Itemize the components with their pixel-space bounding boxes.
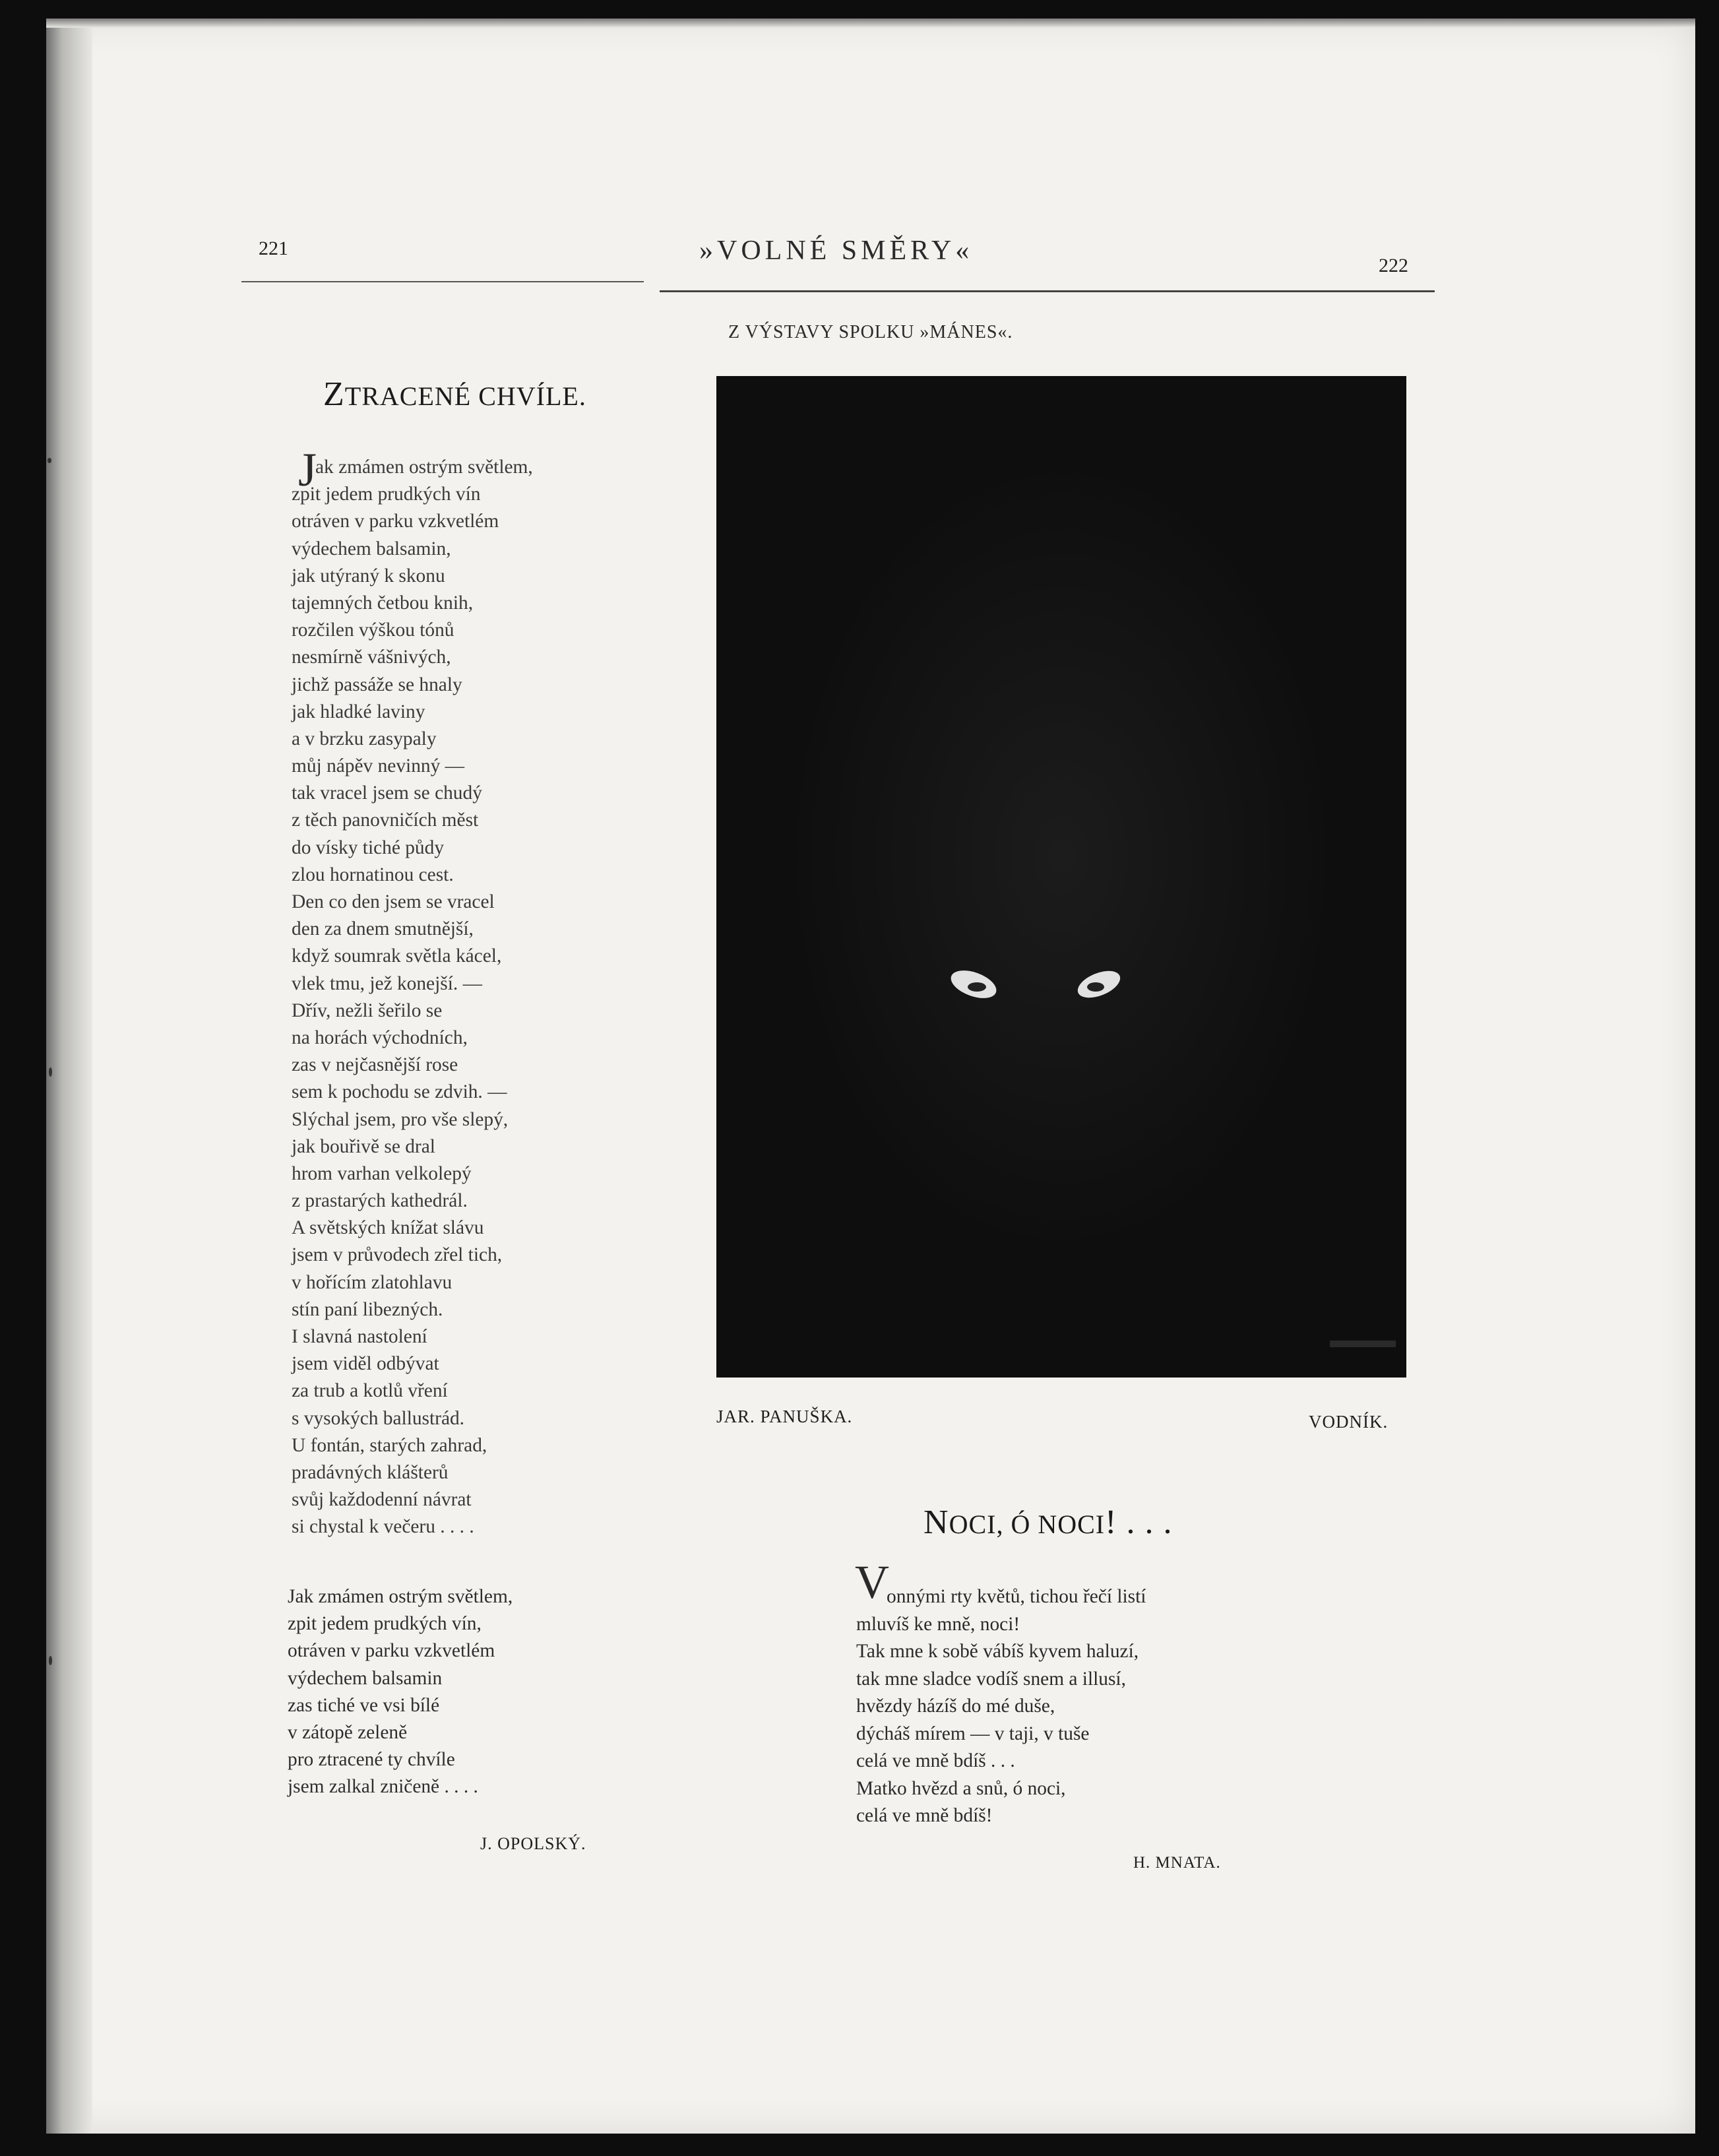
title-initial: N xyxy=(923,1504,949,1541)
poem-line: zlou hornatinou cest. xyxy=(292,864,454,885)
poem-line: hvězdy házíš do mé duše, xyxy=(856,1696,1055,1717)
poem-line: stín paní libezných. xyxy=(292,1298,443,1320)
poem2-body xyxy=(856,1583,1305,1830)
title-rest-b: NOCI xyxy=(1038,1509,1106,1539)
poem-line: A světských knížat slávu xyxy=(292,1217,484,1239)
running-title: »VOLNÉ SMĚRY« xyxy=(699,236,974,266)
artwork-vodnik xyxy=(716,376,1406,1378)
poem-line: Slýchal jsem, pro vše slepý, xyxy=(292,1108,509,1130)
poem-line: jak utýraný k skonu xyxy=(292,565,445,587)
title-initial: Z xyxy=(323,375,345,413)
left-eye-pupil xyxy=(968,982,986,992)
poem-line: otráven v parku vzkvetlém xyxy=(288,1640,495,1662)
poem-line: Den co den jsem se vracel xyxy=(292,891,495,912)
poem-line: onnými rty květů, tichou řečí listí xyxy=(887,1586,1146,1607)
poem-line: rozčilen výškou tónů xyxy=(292,619,454,641)
poem-line: na horách východních, xyxy=(292,1027,468,1048)
title-rest: TRACENÉ CHVÍLE. xyxy=(344,381,586,411)
poem-line: dýcháš mírem — v taji, v tuše xyxy=(856,1723,1090,1744)
binding-shadow xyxy=(46,18,92,2134)
drop-cap-v: V xyxy=(855,1556,889,1608)
title-rest-a: OCI, Ó xyxy=(949,1509,1038,1539)
poem-line: celá ve mně bdíš . . . xyxy=(856,1750,1015,1771)
poem-line: zas v nejčasnější rose xyxy=(292,1054,458,1076)
margin-speck xyxy=(47,458,51,463)
poem-line: jichž passáže se hnaly xyxy=(292,674,462,695)
poem-line: celá ve mně bdíš! xyxy=(856,1805,993,1826)
poem-line: jsem viděl odbývat xyxy=(292,1353,439,1375)
artist-signature-mark xyxy=(1330,1341,1396,1347)
poem-line: Matko hvězd a snů, ó noci, xyxy=(856,1777,1066,1799)
artist-name: JAR. PANUŠKA. xyxy=(716,1407,853,1426)
page-number-right: 222 xyxy=(1379,255,1408,276)
poem-line: tak mne sladce vodíš snem a illusí, xyxy=(856,1668,1126,1690)
poem-line: výdechem balsamin xyxy=(288,1667,443,1689)
poem-line: za trub a kotlů vření xyxy=(292,1380,448,1402)
poem-line: Tak mne k sobě vábíš kyvem haluzí, xyxy=(856,1641,1139,1662)
poem-title-noci-o-noci xyxy=(923,1503,1172,1542)
poem-line: v zátopě zeleně xyxy=(288,1721,408,1743)
poem-line: z těch panovničích měst xyxy=(292,809,479,831)
poem-line: pradávných klášterů xyxy=(292,1461,449,1483)
header-rule-left xyxy=(241,281,644,282)
poem-line: s vysokých ballustrád. xyxy=(292,1407,465,1429)
poem-line: jak hladké laviny xyxy=(292,701,425,722)
artwork-title: VODNÍK. xyxy=(1309,1412,1389,1432)
poem-line: můj nápěv nevinný — xyxy=(292,755,465,777)
poem-line: zas tiché ve vsi bílé xyxy=(288,1694,440,1716)
poem1-stanza1 xyxy=(292,454,635,1541)
poem-line: zpit jedem prudkých vín, xyxy=(288,1613,482,1635)
poem-line: když soumrak světla kácel, xyxy=(292,945,502,967)
artwork-darkness xyxy=(716,376,1406,1378)
poem-line: sem k pochodu se zdvih. — xyxy=(292,1081,507,1103)
artwork-image xyxy=(716,376,1406,1378)
poem-line: do vísky tiché půdy xyxy=(292,837,445,858)
poem-line: jak bouřivě se dral xyxy=(292,1135,435,1157)
poem-line: jsem zalkal zničeně . . . . xyxy=(288,1776,478,1798)
poem-line: ak zmámen ostrým světlem, xyxy=(315,457,533,478)
poem-title-ztracene-chvile xyxy=(323,375,586,414)
page-number-left: 221 xyxy=(259,238,288,259)
poem-line: svůj každodenní návrat xyxy=(292,1489,472,1511)
poem-line: výdechem balsamin, xyxy=(292,538,451,559)
poem-line: mluvíš ke mně, noci! xyxy=(856,1613,1020,1635)
poem-line: jsem v průvodech zřel tich, xyxy=(292,1244,503,1266)
poem-line: U fontán, starých zahrad, xyxy=(292,1434,487,1456)
poem-line: Jak zmámen ostrým světlem, xyxy=(288,1586,513,1607)
poem-line: a v brzku zasypaly xyxy=(292,728,437,749)
poem-line: otráven v parku vzkvetlém xyxy=(292,511,499,532)
exhibition-caption: Z VÝSTAVY SPOLKU »MÁNES«. xyxy=(728,322,1013,342)
page-top-edge xyxy=(46,18,1695,28)
poem-line: pro ztracené ty chvíle xyxy=(288,1749,455,1771)
poem1-author: J. OPOLSKÝ. xyxy=(480,1834,586,1853)
poem-line: tajemných četbou knih, xyxy=(292,592,474,614)
poem-line: z prastarých kathedrál. xyxy=(292,1190,468,1212)
poem-line: si chystal k večeru . . . . xyxy=(292,1516,474,1538)
drop-cap-j: J xyxy=(298,443,317,496)
poem-line: hrom varhan velkolepý xyxy=(292,1162,472,1184)
poem-line: I slavná nastolení xyxy=(292,1326,427,1347)
poem-line: tak vracel jsem se chudý xyxy=(292,782,482,804)
title-end: ! . . . xyxy=(1105,1504,1173,1541)
poem-line: vlek tmu, jež konejší. — xyxy=(292,972,482,994)
poem-line: zpit jedem prudkých vín xyxy=(292,484,481,505)
poem-line: Dřív, nežli šeřilo se xyxy=(292,999,443,1021)
poem2-author: H. MNATA. xyxy=(1133,1854,1221,1872)
poem-line: nesmírně vášnivých, xyxy=(292,647,451,668)
poem1-stanza2 xyxy=(288,1583,631,1801)
margin-speck xyxy=(49,1067,52,1077)
margin-speck xyxy=(49,1656,52,1665)
poem-line: v hořícím zlatohlavu xyxy=(292,1271,453,1293)
right-eye-pupil xyxy=(1087,982,1104,992)
poem-line: den za dnem smutnější, xyxy=(292,918,474,940)
header-rule-right xyxy=(660,290,1435,292)
